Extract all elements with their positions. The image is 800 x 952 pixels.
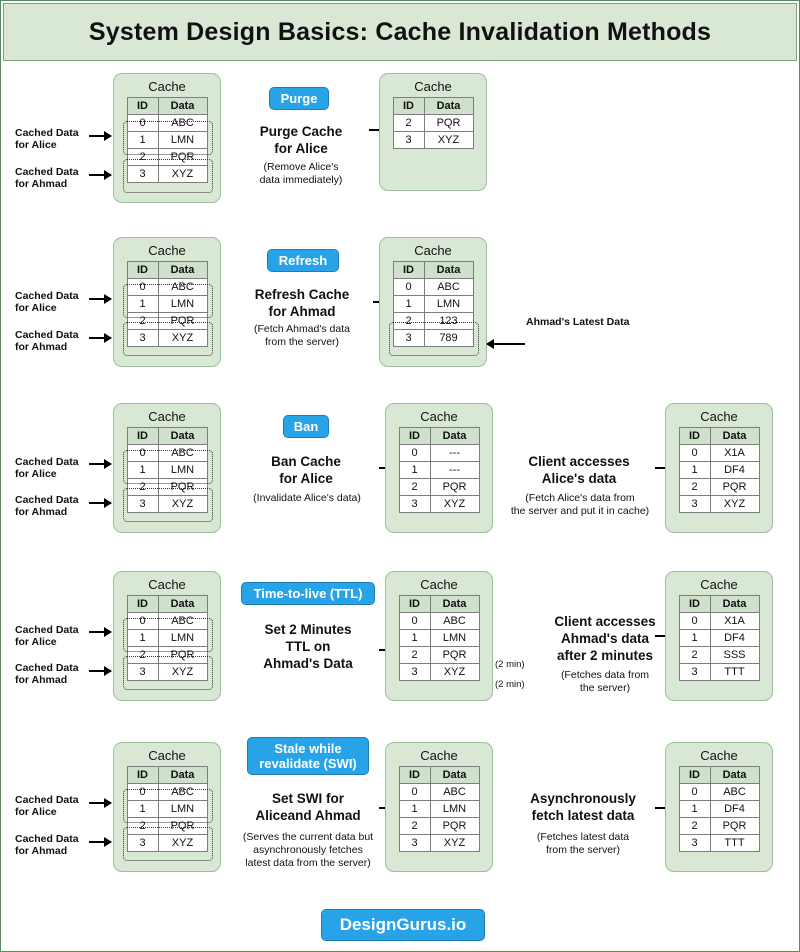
cache-table: ID Data 0 ABC 1 DF4 2 PQR 3 TTT [679, 766, 760, 852]
cache-table: ID Data 0 ABC 1 LMN 2 PQR 3 XYZ [127, 261, 208, 347]
cache-label: Cache [148, 748, 186, 763]
note-swi: (Serves the current data but asynchronously fetches latest data from the server) [242, 831, 374, 869]
cache-table: ID Data 0 ABC 1 LMN 2 PQR 3 XYZ [127, 766, 208, 852]
table-row: 3 TTT [679, 664, 759, 681]
label-cached-alice: Cached Data for Alice [15, 127, 79, 151]
table-row: 3 XYZ [127, 496, 207, 513]
cache-label: Cache [148, 409, 186, 424]
table-row: 3 XYZ [679, 496, 759, 513]
arrow-ahmad-in [89, 337, 111, 339]
table-row: 3 TTT [679, 835, 759, 852]
table-row: 3 XYZ [127, 664, 207, 681]
arrow-latest-data [487, 343, 525, 345]
table-row: 1 DF4 [679, 630, 759, 647]
cache-middle-ban [385, 403, 493, 533]
cache-label: Cache [148, 577, 186, 592]
table-row: 1 LMN [127, 630, 207, 647]
cache-before-ban [113, 403, 221, 533]
table-row: 3 XYZ [393, 132, 473, 149]
table-row: 0 ABC [399, 613, 479, 630]
action-async-fetch: Asynchronously fetch latest data [530, 791, 636, 823]
arrow-ahmad-in [89, 841, 111, 843]
badge-swi: Stale while revalidate (SWI) [247, 737, 369, 775]
arrow-ahmad-in [89, 502, 111, 504]
ttl-mark-row2: (2 min) [495, 659, 525, 670]
note-client-access-ahmad: (Fetches data from the server) [560, 669, 650, 694]
note-async-fetch: (Fetches latest data from the server) [536, 831, 630, 856]
cache-after-ban [665, 403, 773, 533]
table-row: 2 SSS [679, 647, 759, 664]
cache-table: ID Data 0 ABC 1 LMN 2 PQR 3 XYZ [127, 427, 208, 513]
table-row: 0 X1A [679, 445, 759, 462]
cache-label: Cache [420, 748, 458, 763]
table-row: 0 ABC [127, 445, 207, 462]
table-row: 3 XYZ [399, 835, 479, 852]
cache-table: ID Data 0 X1A 1 DF4 2 SSS 3 TTT [679, 595, 760, 681]
table-row: 2 PQR [127, 313, 207, 330]
table-row: 0 ABC [127, 613, 207, 630]
col-data: Data [158, 98, 207, 115]
cache-label: Cache [700, 409, 738, 424]
cache-before-purge [113, 73, 221, 203]
table-row: 1 LMN [127, 296, 207, 313]
cache-table: ID Data 0 --- 1 --- 2 PQR 3 XYZ [399, 427, 480, 513]
badge-refresh: Refresh [267, 249, 339, 272]
label-cached-ahmad: Cached Data for Ahmad [15, 494, 79, 518]
cache-before-refresh [113, 237, 221, 367]
page-title [3, 3, 797, 61]
badge-ban: Ban [283, 415, 329, 438]
cache-table: ID Data 0 ABC 1 LMN 2 123 3 789 [393, 261, 474, 347]
cache-table: ID Data 0 ABC 1 LMN 2 PQR 3 XYZ [399, 766, 480, 852]
table-row: 2 PQR [127, 647, 207, 664]
cache-after-ttl [665, 571, 773, 701]
action-client-access-alice: Client accesses Alice's data [528, 454, 630, 486]
arrow-alice-in [89, 463, 111, 465]
label-cached-alice: Cached Data for Alice [15, 290, 79, 314]
action-refresh: Refresh Cache for Ahmad [254, 287, 350, 319]
cache-table: ID Data 2 PQR 3 XYZ [393, 97, 474, 149]
cache-label: Cache [420, 577, 458, 592]
table-row: 2 123 [393, 313, 473, 330]
cache-label: Cache [700, 748, 738, 763]
table-row: 1 LMN [127, 132, 207, 149]
table-row: 3 XYZ [399, 496, 479, 513]
table-row: 3 XYZ [127, 835, 207, 852]
table-row: 0 ABC [679, 784, 759, 801]
cache-after-refresh [379, 237, 487, 367]
cache-middle-swi [385, 742, 493, 872]
label-cached-ahmad: Cached Data for Ahmad [15, 833, 79, 857]
arrow-alice-in [89, 631, 111, 633]
ttl-mark-row3: (2 min) [495, 679, 525, 690]
action-client-access-ahmad: Client accesses Ahmad's data after 2 minutes [554, 614, 656, 663]
table-row: 1 LMN [127, 462, 207, 479]
table-row: 2 PQR [399, 479, 479, 496]
table-row: 1 DF4 [679, 801, 759, 818]
cache-label: Cache [700, 577, 738, 592]
cache-before-swi [113, 742, 221, 872]
table-row: 3 XYZ [127, 166, 207, 183]
cache-label: Cache [414, 243, 452, 258]
note-client-access-alice: (Fetch Alice's data from the server and put it in cache) [510, 492, 650, 517]
label-cached-alice: Cached Data for Alice [15, 456, 79, 480]
table-row: 2 PQR [399, 647, 479, 664]
action-purge: Purge Cache for Alice [259, 124, 343, 156]
table-row: 2 PQR [127, 818, 207, 835]
action-ttl: Set 2 Minutes TTL on Ahmad's Data [263, 622, 353, 671]
table-row: 1 LMN [399, 801, 479, 818]
label-cached-alice: Cached Data for Alice [15, 624, 79, 648]
badge-purge: Purge [269, 87, 329, 110]
arrow-ahmad-in [89, 174, 111, 176]
table-row: 0 ABC [399, 784, 479, 801]
table-row: 0 ABC [393, 279, 473, 296]
cache-table [127, 97, 208, 183]
brand-badge[interactable]: DesignGurus.io [321, 909, 485, 941]
label-cached-alice: Cached Data for Alice [15, 794, 79, 818]
cache-label: Cache [420, 409, 458, 424]
note-ban: (Invalidate Alice's data) [253, 492, 361, 504]
cache-label: Cache [148, 79, 186, 94]
note-purge: (Remove Alice's data immediately) [259, 161, 343, 186]
table-row: 2 PQR [393, 115, 473, 132]
table-row: 2 PQR [679, 818, 759, 835]
cache-label: Cache [414, 79, 452, 94]
arrow-alice-in [89, 802, 111, 804]
cache-after-swi [665, 742, 773, 872]
label-cached-ahmad: Cached Data for Ahmad [15, 662, 79, 686]
arrow-alice-in [89, 135, 111, 137]
action-swi: Set SWI for Aliceand Ahmad [255, 791, 361, 823]
table-row: 1 LMN [127, 801, 207, 818]
cache-after-purge [379, 73, 487, 191]
label-cached-ahmad: Cached Data for Ahmad [15, 166, 79, 190]
cache-label: Cache [148, 243, 186, 258]
label-cached-ahmad: Cached Data for Ahmad [15, 329, 79, 353]
table-row: 2 PQR [399, 818, 479, 835]
table-row: 0 ABC [127, 115, 207, 132]
cache-table: ID Data 0 ABC 1 LMN 2 PQR 3 XYZ [399, 595, 480, 681]
arrow-ahmad-in [89, 670, 111, 672]
note-refresh: (Fetch Ahmad's data from the server) [254, 323, 350, 348]
table-row: 2 PQR [679, 479, 759, 496]
cache-table: ID Data 0 ABC 1 LMN 2 PQR 3 XYZ [127, 595, 208, 681]
table-row: 0 X1A [679, 613, 759, 630]
table-row: 0 --- [399, 445, 479, 462]
table-row: 1 LMN [393, 296, 473, 313]
table-row: 3 789 [393, 330, 473, 347]
table-row: 3 XYZ [127, 330, 207, 347]
table-row: 1 LMN [399, 630, 479, 647]
table-row: 1 --- [399, 462, 479, 479]
table-row: 0 ABC [127, 279, 207, 296]
table-row: 2 PQR [127, 479, 207, 496]
cache-before-ttl [113, 571, 221, 701]
arrow-alice-in [89, 298, 111, 300]
table-row: 3 XYZ [399, 664, 479, 681]
action-ban: Ban Cache for Alice [271, 454, 341, 486]
page-title-text: System Design Basics: Cache Invalidation Methods [88, 17, 712, 46]
cache-middle-ttl [385, 571, 493, 701]
cache-table: ID Data 0 X1A 1 DF4 2 PQR 3 XYZ [679, 427, 760, 513]
annotation-latest-data: Ahmad's Latest Data [526, 316, 630, 328]
table-row: 1 DF4 [679, 462, 759, 479]
table-row: 0 ABC [127, 784, 207, 801]
col-id: ID [127, 98, 158, 115]
badge-ttl: Time-to-live (TTL) [241, 582, 375, 605]
table-row: 2 PQR [127, 149, 207, 166]
